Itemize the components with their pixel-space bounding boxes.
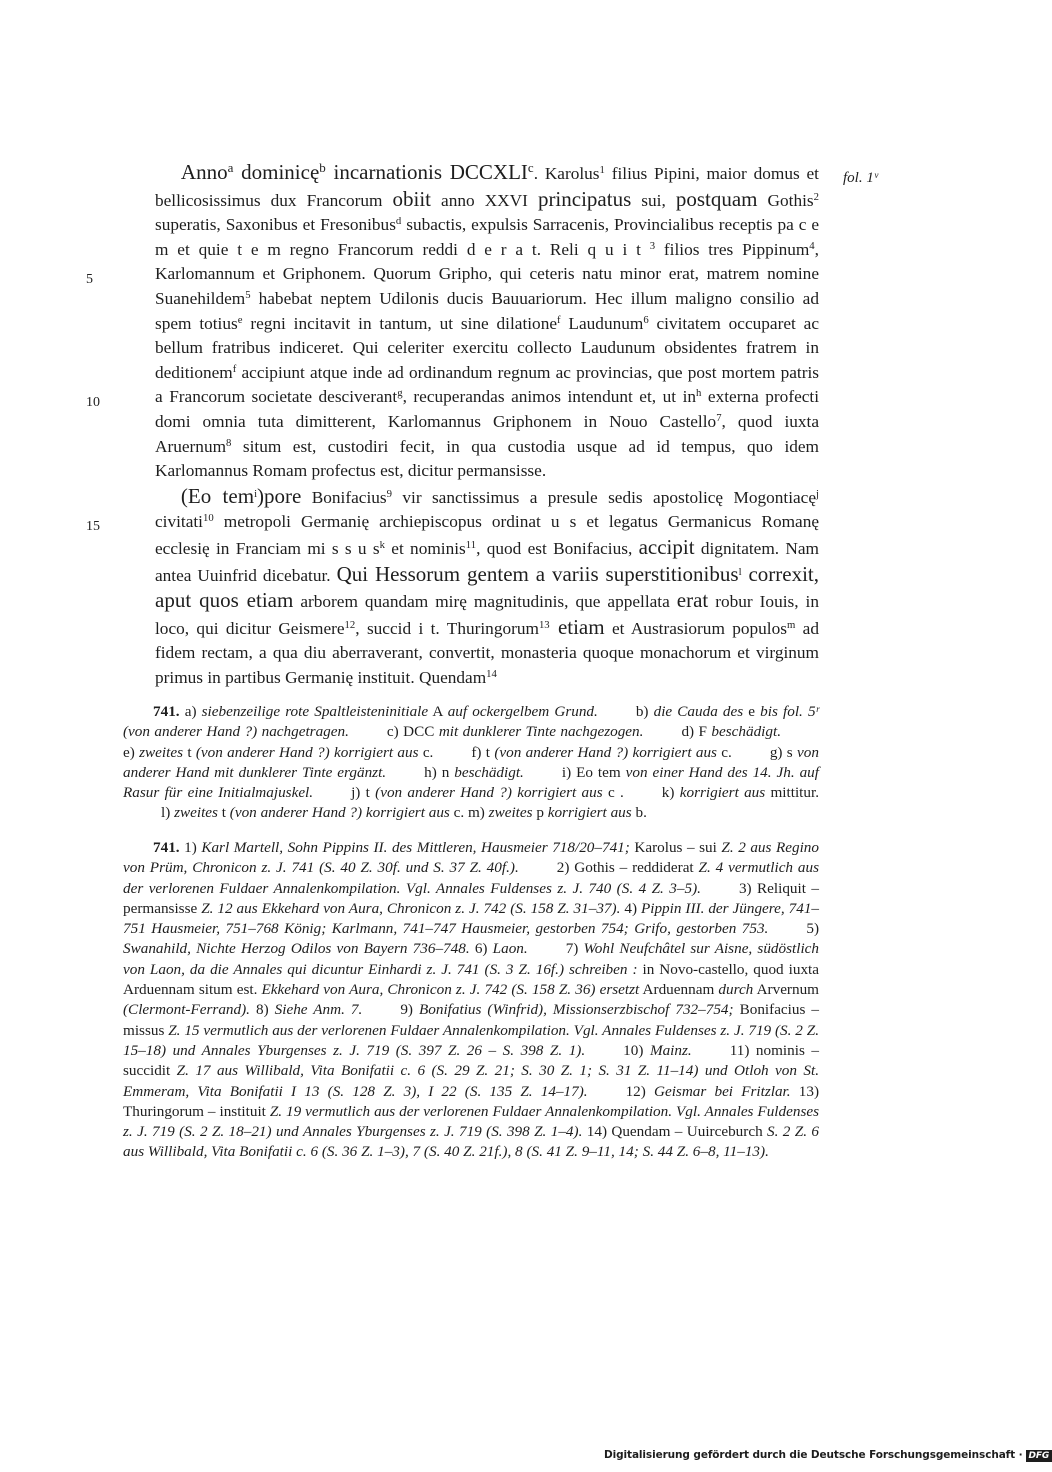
funding-footer: Digitalisierung gefördert durch die Deutsche Forschungsgemeinschaft · DFG bbox=[604, 1449, 1052, 1462]
folio-marker: fol. 1ᵛ bbox=[843, 170, 879, 186]
source-notes: 741. 1) Karl Martell, Sohn Pippins II. des Mittleren, Hausmeier 718/20–741; Karolus – sui Z. 2 aus Regino von Prüm, Chronicon z. J. 741 (S. 40 Z. 30f. und S. 37 Z. 40f.). 2) Gothis – reddiderat Z. 4 vermutlich aus der verlorenen Fuldaer Annalenkompilation. Vgl. Annales Fuldenses z. J. 740 (S. 4 Z. 3–5). 3) Reliquit – permansisse Z. 12 aus Ekkehard von Aura, Chronicon z. J. 742 (S. 158 Z. 31–37). 4) Pippin III. der Jüngere, 741–751 Hausmeier, 751–768 König; Karlmann, 741–747 Hausmeier, gestorben 754; Grifo, gestorben 753. 5) Swanahild, Nichte Herzog Odilos von Bayern 736–748. 6) Laon. 7) Wohl Neufchâtel sur Aisne, südöstlich von Laon, da die Annales qui dicuntur Einhardi z. J. 741 (S. 3 Z. 16f.) schreiben : in Novo-castello, quod iuxta Arduennam situm est. Ekkehard von Aura, Chronicon z. J. 742 (S. 158 Z. 36) ersetzt Arduennam durch Arvernum (Clermont-Ferrand). 8) Siehe Anm. 7. 9) Bonifatius (Winfrid), Missionserzbischof 732–754; Bonifacius – missus Z. 15 vermutlich aus der verlorenen Fuldaer Annalenkompilation. Vgl. Annales Fuldenses z. J. 719 (S. 2 Z. 15–18) und Annales Yburgenses z. J. 719 (S. 397 Z. 26 – S. 398 Z. 1). 10) Mainz. 11) nominis – succidit Z. 17 aus Willibald, Vita Bonifatii c. 6 (S. 29 Z. 21; S. 30 Z. 1; S. 31 Z. 11–14) und Otloh von St. Emmeram, Vita Bonifatii I 13 (S. 128 Z. 3), I 22 (S. 135 Z. 14–17). 12) Geismar bei Fritzlar. 13) Thuringorum – instituit Z. 19 vermutlich aus der verlorenen Fuldaer Annalenkompilation. Vgl. Annales Fuldenses z. J. 719 (S. 2 Z. 18–21) und Annales Yburgenses z. J. 719 (S. 398 Z. 1–4). 14) Quendam – Uuirceburch S. 2 Z. 6 aus Willibald, Vita Bonifatii c. 6 (S. 36 Z. 1–3), 7 (S. 40 Z. 21f.), 8 (S. 41 Z. 9–11, 14; S. 44 Z. 6–8, 11–13). bbox=[123, 839, 820, 1161]
line-number: 10 bbox=[86, 395, 100, 410]
line-number: 15 bbox=[86, 519, 100, 534]
line-number: 5 bbox=[86, 272, 93, 287]
main-text bbox=[155, 160, 819, 690]
incipit: Anno$^a$ dominicę$^b$ incarnationis DCCXLI$^c$ bbox=[180, 159, 534, 184]
paragraph-2: (Eo tem$^i$)pore Bonifacius$^9$ vir sanctissimus a presule sedis apostolicę Mogontiacę$^j$ civitati$^{10}$ metropoli Germanię archiepiscopus ordinat u s et legatus Germanicus Romanę ecclesię in Franciam mi s s u $s^k$ et nominis$^{11}$, quod est Bonifacius, accipit dignitatem. Nam antea Uuinfrid dicebatur. Qui Hessorum gentem a variis superstitionibus$^l$ correxit, aput quos etiam arborem quandam mirę magnitudinis, que appellata erat robur Iouis, in loco, qui dicitur Geismere$^{12}$, succid i t. Thuringorum$^{13}$ etiam et Austrasiorum populos$^m$ ad fidem rectam, a qua diu aberraverant, convertit, monasteria quoque monachorum et virginum primus in partibus Germanię instituit. Quendam$^{14}$ bbox=[155, 483, 820, 687]
paragraph-1: Anno$^a$ dominicę$^b$ incarnationis DCCXLI$^c$. Karolus$^1$ filius Pipini, maior domus et bellicosissimus dux Francorum obiit anno XXVI principatus sui, postquam Gothis$^2$ superatis, Saxonibus et Fresonibus$^d$ subactis, expulsis Sarracenis, Provincialibus receptis pa c e m et quie t e m regno Francorum reddi d e r a t. Reli q u i t $^3$ filios tres Pippinum$^4$, Karlomannum et Griphonem. Quorum Gripho, qui ceteris natu minor erat, matrem nomine Suanehildem$^5$ habebat neptem Udilonis ducis Bauuariorum. Hec illum maligno consilio ad spem totius$^e$ regni incitavit in tantum, ut sine dilatione$^f$ Laudunum$^6$ civitatem occuparet ac bellum fratribus indiceret. Qui celeriter exercitu collecto Laudunum obsidentes fratrem in deditionem$^f$ accipiunt atque inde ad ordinandum regnum ac provincias, que post mortem patris a Francorum societate desciverant$^g$, recuperandas animos intendunt et, ut $in^h$ externa profecti domi omnia tuta dimitterent, Karlomannus Griphonem in Nouo Castello$^7$, quod iuxta Aruernum$^8$ situm est, custodiri fecit, in qua custodia usque ad id tempus, quo idem Karlomannus Romam profectus est, dicitur permansisse. bbox=[155, 159, 820, 481]
critical-apparatus: 741. a) siebenzeilige rote Spaltleisteninitiale A auf ockergelbem Grund. b) die Cauda des e bis fol. 5ʳ (von anderer Hand ?) nachgetragen. c) DCC mit dunklerer Tinte nachgezogen. d) F beschädigt.e) zweites t (von anderer Hand ?) korrigiert aus c. f) t (von anderer Hand ?) korrigiert aus c. g) s von anderer Hand mit dunklerer Tinte ergänzt. h) n beschädigt. i) Eo tem von einer Hand des 14. Jh. auf Rasur für eine Initialmajuskel. j) t (von anderer Hand ?) korrigiert aus c . k) korrigiert aus mittitur.l) zweites t (von anderer Hand ?) korrigiert aus c. m) zweites p korrigiert aus b. bbox=[123, 703, 819, 822]
dfg-logo: DFG bbox=[1026, 1450, 1052, 1462]
